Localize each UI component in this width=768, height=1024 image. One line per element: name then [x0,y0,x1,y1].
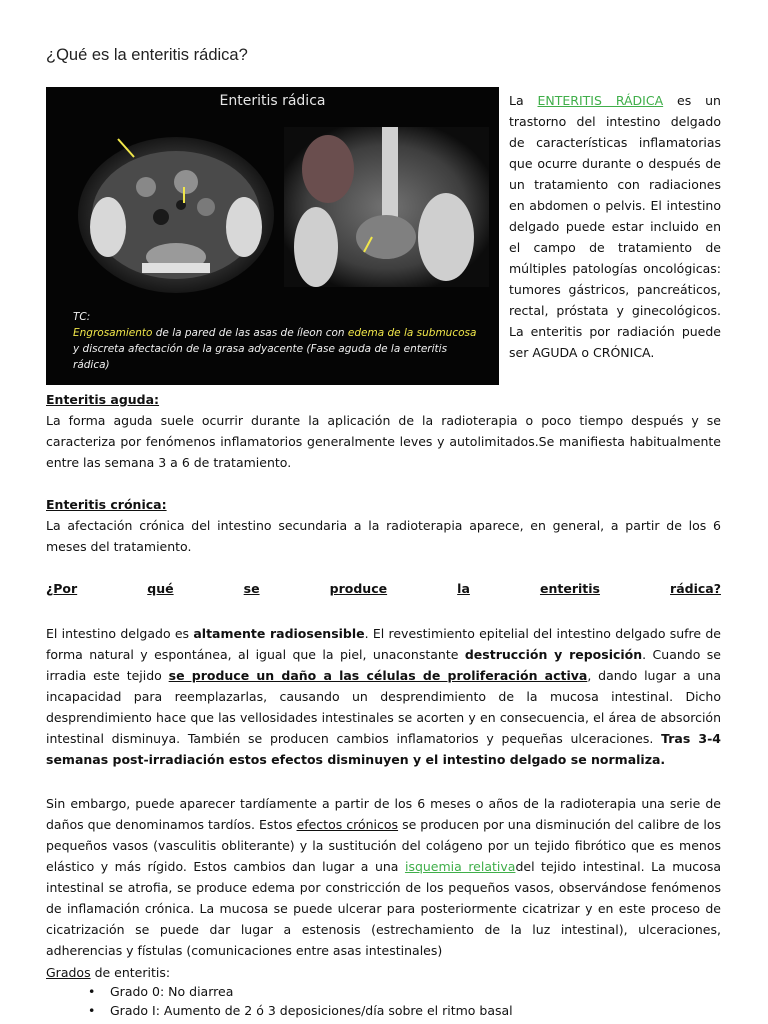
why-paragraph-2 [46,793,721,961]
text-bold: destrucción y reposición [464,647,643,662]
caption-mid: de la pared de las asas de íleon con [152,327,348,339]
grades-list [88,982,513,1020]
isquemia-relativa-link[interactable]: isquemia relativa [404,859,516,874]
text-bold-underline: se produce un daño a las células de proliferación activa [168,668,588,683]
text-run: . El revestimiento epitelial del intestino delgado sufre de forma natural y espontánea, al igual que la piel, unaconstante [46,626,722,662]
text-run: se producen por una disminución del calibre de los pequeños vasos (vasculitis obliterante) y la sustitución del colágeno por un tejido fibrótico que es menos elástico y más rígido. Estos cambios dan lugar a una [46,817,721,874]
acute-section [46,389,721,473]
caption-highlight-1: Engrosamiento [73,327,153,339]
intro-pre: La [509,93,538,108]
text-run: , dando lugar a una incapacidad para reemplazarlas, causando un desprendimiento de la mucosa intestinal. Dicho desprendimiento hace que las vellosidades intestinales se acorten y en consecuencia, el área de absorción intestinal disminuya. También se producen cambios inflamatorios y pequeñas ulceraciones. [46,668,722,746]
why-word: enteritis [539,581,600,596]
intro-post: es un trastorno del intestino delgado de características inflamatorias que ocurre durante o después de un tratamiento con radiaciones en abdomen o pelvis. El intestino delgado puede estar incluido en el campo de tratamiento de múltiples patologías oncológicas: tumores gástricos, pancreáticos, rectal, próstata y ginecológicos. La enteritis por radiación puede ser AGUDA o CRÓNICA. [509,93,721,360]
text-run: Sin embargo, puede aparecer tardíamente a partir de los 6 meses o años de la radioterapia una serie de daños que denominamos tardíos. Estos [46,796,721,832]
text-bold: altamente radiosensible [193,626,365,641]
acute-text: La forma aguda suele ocurrir durante la aplicación de la radioterapia o poco tiempo después y se caracteriza por fenómenos inflamatorios generalmente leves y autolimitados.Se manifiesta habitualmente entre las semana 3 a 6 de tratamiento. [46,413,721,470]
text-underline: efectos crónicos [296,817,399,832]
text-bold: Tras 3-4 semanas post-irradiación estos efectos disminuyen y el intestino delgado se normaliza. [46,731,721,767]
enteritis-radica-link[interactable]: ENTERITIS RÁDICA [537,93,664,108]
text-run: El intestino delgado es [46,626,194,641]
why-word: se [243,581,260,596]
caption-highlight-2: edema de la submucosa [347,327,477,339]
why-word: ¿Por [46,581,78,596]
list-item: • Grado 0: No diarrea [88,982,513,1001]
caption-lead: TC: [73,311,91,323]
why-heading [46,581,721,596]
acute-heading: Enteritis aguda: [46,392,160,407]
why-word: produce [329,581,388,596]
why-word: rádica? [670,581,721,596]
why-word: qué [147,581,174,596]
intro-paragraph [509,90,721,363]
ct-scan-figure [46,87,499,385]
chronic-heading: Enteritis crónica: [46,497,167,512]
chronic-text: La afectación crónica del intestino secundaria a la radioterapia aparece, en general, a partir de los 6 meses del tratamiento. [46,518,721,554]
grades-heading [46,962,721,983]
list-item: • Grado I: Aumento de 2 ó 3 deposiciones/día sobre el ritmo basal [88,1001,513,1020]
grades-heading-rest: de enteritis: [90,965,171,980]
figure-caption [73,309,483,373]
text-run: del tejido intestinal. La mucosa intestinal se atrofia, se produce edema por constricción de los pequeños vasos, observándose fenómenos de inflamación crónica. La mucosa se puede ulcerar para posteriormente cicatrizar y en este proceso de cicatrización se puede dar lugar a estenosis (estrechamiento de la luz intestinal), ulceraciones, adherencias y fístulas (comunicaciones entre asas intestinales) [46,859,721,958]
grades-heading-underlined: Grados [46,965,91,980]
why-paragraph-1 [46,623,721,770]
caption-rest: y discreta afectación de la grasa adyacente (Fase aguda de la enteritis rádica) [73,343,448,371]
chronic-section [46,494,721,557]
text-run: . Cuando se irradia este tejido [46,647,721,683]
why-word: la [457,581,470,596]
page-title: ¿Qué es la enteritis rádica? [46,46,248,64]
figure-title: Enteritis rádica [219,93,326,109]
